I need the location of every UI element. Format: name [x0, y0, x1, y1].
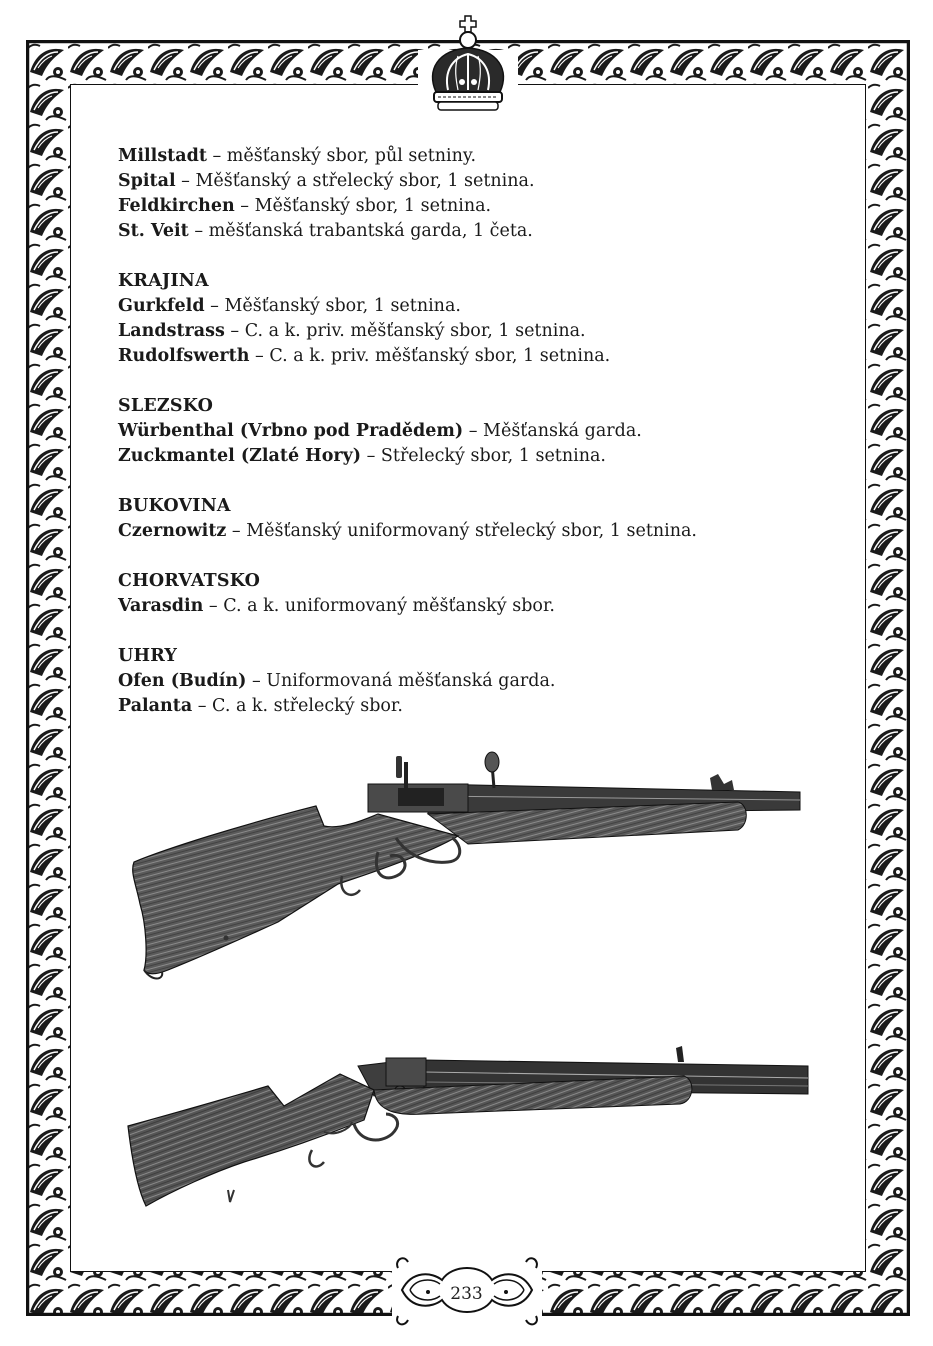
entry-desc: – měšťanský sbor, půl setniny.: [206, 146, 477, 166]
entry: [118, 169, 818, 194]
entry: [118, 419, 818, 444]
entry-desc: – měšťanská trabantská garda, 1 četa.: [188, 221, 533, 241]
entry-desc: – C. a k. priv. měšťanský sbor, 1 setnina.: [224, 321, 586, 341]
entry-name: Landstrass: [118, 321, 225, 341]
entry-desc: – C. a k. uniformovaný měšťanský sbor.: [203, 596, 555, 616]
entry: [118, 444, 818, 469]
entry-name: Gurkfeld: [118, 296, 205, 316]
entry-desc: – Měšťanský sbor, 1 setnina.: [234, 196, 492, 216]
rifle-illustration-2: [124, 1040, 814, 1220]
entry-desc: – Měšťanský uniformovaný střelecký sbor, 1 setnina.: [226, 521, 697, 541]
entry-name: Zuckmantel (Zlaté Hory): [118, 446, 362, 466]
document-body: [118, 144, 818, 719]
entry-name: Rudolfswerth: [118, 346, 250, 366]
section-heading: KRAJINA: [118, 271, 209, 291]
entry: [118, 194, 818, 219]
section-heading: UHRY: [118, 646, 178, 666]
section-bukovina: [118, 494, 818, 544]
crown-icon: [418, 10, 518, 118]
entry-name: Czernowitz: [118, 521, 227, 541]
entry-desc: – Střelecký sbor, 1 setnina.: [361, 446, 606, 466]
entry: [118, 144, 818, 169]
entry: [118, 594, 818, 619]
entry-desc: – C. a k. střelecký sbor.: [192, 696, 403, 716]
entry-name: Varasdin: [118, 596, 204, 616]
section-heading: CHORVATSKO: [118, 571, 261, 591]
entry: [118, 319, 818, 344]
section-slezsko: [118, 394, 818, 469]
section-heading: SLEZSKO: [118, 396, 214, 416]
entry: [118, 219, 818, 244]
entry-desc: – Uniformovaná měšťanská garda.: [246, 671, 556, 691]
entry-desc: – C. a k. priv. měšťanský sbor, 1 setnina.: [249, 346, 611, 366]
section-uhry: [118, 644, 818, 719]
section-chorvatsko: [118, 569, 818, 619]
entry-name: Feldkirchen: [118, 196, 235, 216]
entry: [118, 694, 818, 719]
entry-name: Spital: [118, 171, 176, 191]
entry: [118, 294, 818, 319]
entry-desc: – Měšťanský sbor, 1 setnina.: [204, 296, 461, 316]
section-krajina: [118, 269, 818, 369]
entry: [118, 669, 818, 694]
section-heading: BUKOVINA: [118, 496, 231, 516]
entry: [118, 519, 818, 544]
entry: [118, 344, 818, 369]
entry-name: Palanta: [118, 696, 193, 716]
entry-desc: – Měšťanský a střelecký sbor, 1 setnina.: [175, 171, 535, 191]
entry-name: Ofen (Budín): [118, 671, 247, 691]
entry-name: St. Veit: [118, 221, 189, 241]
section-carinthia: [118, 144, 818, 244]
rifle-illustration-1: [128, 744, 808, 984]
entry-name: Würbenthal (Vrbno pod Pradědem): [118, 421, 464, 441]
entry-name: Millstadt: [118, 146, 207, 166]
page-number: 233: [450, 1284, 483, 1304]
entry-desc: – Měšťanská garda.: [463, 421, 642, 441]
